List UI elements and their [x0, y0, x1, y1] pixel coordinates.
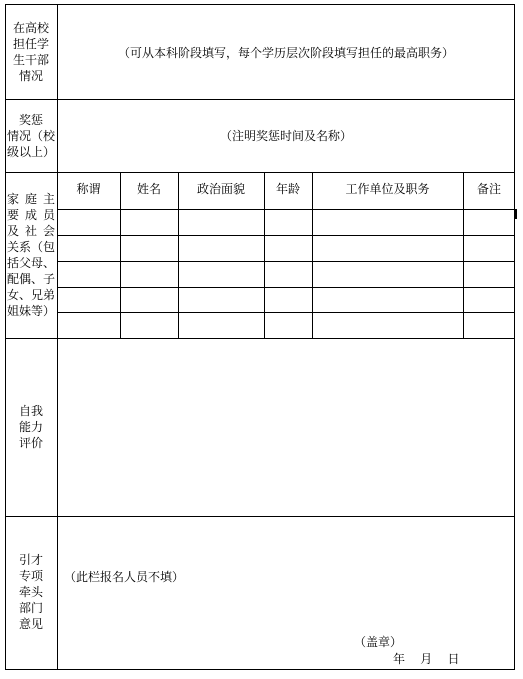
cadre-label: 在高校 担任学 生干部 情况: [12, 21, 49, 83]
col-header-employer: 工作单位及职务: [345, 182, 430, 196]
row-divider: [5, 516, 515, 517]
family-row-line: [57, 235, 515, 236]
family-row-line: [57, 312, 515, 313]
col-header-age: 年龄: [275, 182, 300, 196]
family-row-line: [57, 287, 515, 288]
col-header-remarks: 备注: [476, 182, 501, 196]
col-header-political: 政治面貌: [196, 182, 245, 196]
awards-label: 奖惩 情况（校 级以上）: [6, 113, 55, 159]
cadre-note: （可从本科阶段填写，每个学历层次阶段填写担任的最高职务）: [117, 46, 455, 60]
date-label: 年 月 日: [393, 652, 460, 666]
text-cursor: [514, 209, 517, 219]
seal-label: （盖章）: [354, 635, 403, 649]
family-row-line: [57, 209, 515, 210]
family-row-line: [57, 261, 515, 262]
row-divider: [5, 172, 515, 173]
self-eval-label: 自我 能力 评价: [18, 404, 43, 450]
dept-opinion-label: 引才 专项 牵头 部门 意见: [18, 553, 43, 631]
row-divider: [5, 338, 515, 339]
awards-note: （注明奖惩时间及名称）: [219, 129, 353, 143]
row-divider: [5, 99, 515, 100]
family-label: 家 庭 主 要 成 员 及 社 会 关系（包 括父母、 配偶、子 女、兄弟 姐妹等）: [7, 192, 56, 318]
dept-opinion-note: （此栏报名人员不填）: [64, 570, 185, 584]
col-header-title: 称谓: [76, 182, 101, 196]
col-header-name: 姓名: [136, 182, 161, 196]
label-column-divider: [57, 4, 58, 670]
